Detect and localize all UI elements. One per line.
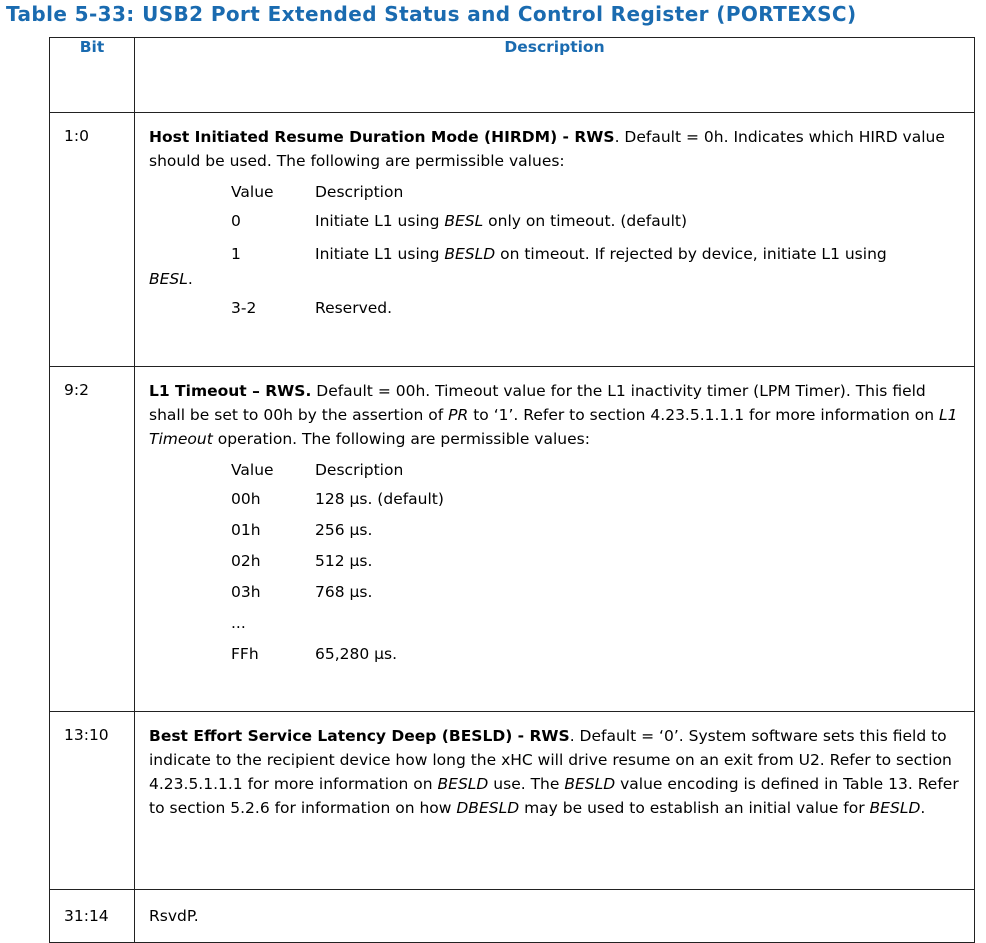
value-description: 512 µs. [315, 551, 373, 570]
table-header-row [50, 38, 975, 113]
field-description: Best Effort Service Latency Deep (BESLD) - RWS. Default = ‘0’. System software sets this field to indicate to the recipient device how long the xHC will drive resume on an exit from U2. Refer to section 4.23.5.1.1.1 for more information on BESLD use. The BESLD value encoding is defined in Table 13. Refer to section 5.2.6 for information on how DBESLD may be used to establish an initial value for BESLD. [149, 727, 959, 817]
value-row [149, 514, 962, 545]
field-description: L1 Timeout – RWS. Default = 00h. Timeout value for the L1 inactivity timer (LPM Timer). This field shall be set to 00h by the assertion of PR to ‘1’. Refer to section 4.23.5.1.1.1 for more information on L1 Timeout operation. The following are permissible values: [149, 382, 958, 448]
value-code: 02h [231, 551, 261, 570]
description-cell [135, 712, 975, 890]
value-code: 3-2 [231, 298, 257, 317]
field-name: Best Effort Service Latency Deep (BESLD) - RWS [149, 727, 570, 745]
value-description: Initiate L1 using BESL only on timeout. (default) [315, 211, 688, 230]
table-row [50, 113, 975, 367]
value-code: 0 [231, 211, 241, 230]
description-cell: RsvdP. [135, 890, 975, 943]
value-description: 65,280 µs. [315, 644, 398, 663]
table-row [50, 712, 975, 890]
value-description: 768 µs. [315, 582, 373, 601]
bit-cell: 31:14 [50, 890, 135, 943]
value-row [149, 292, 962, 323]
value-code: 01h [231, 520, 261, 539]
values-header-row [149, 179, 962, 205]
field-description: Host Initiated Resume Duration Mode (HIRDM) - RWS. Default = 0h. Indicates which HIRD value should be used. The following are permissible values: [149, 128, 945, 170]
value-row [149, 545, 962, 576]
bit-cell: 13:10 [50, 712, 135, 890]
value-code: 1 [231, 245, 241, 263]
value-column-header: Value [231, 183, 274, 201]
value-column-header: Value [231, 461, 274, 479]
bit-cell: 9:2 [50, 367, 135, 712]
value-code: 03h [231, 582, 261, 601]
value-row [149, 483, 962, 514]
value-description: 128 µs. (default) [315, 489, 444, 508]
values-table [149, 179, 962, 323]
value-row [149, 607, 962, 638]
table-title: Table 5-33: USB2 Port Extended Status and Control Register (PORTEXSC) [6, 2, 857, 26]
description-column-header: Description [315, 461, 404, 479]
values-table [149, 457, 962, 669]
value-description: Initiate L1 using BESLD on timeout. If rejected by device, initiate L1 using [315, 245, 887, 263]
value-description: Reserved. [315, 298, 393, 317]
table-row [50, 890, 975, 943]
value-row [149, 240, 962, 266]
value-row [149, 638, 962, 669]
header-bit: Bit [50, 38, 135, 113]
header-description: Description [135, 38, 975, 113]
value-description: 256 µs. [315, 520, 373, 539]
value-code: FFh [231, 644, 259, 663]
register-table [49, 37, 975, 943]
description-column-header: Description [315, 183, 404, 201]
value-description-continuation: BESL . [149, 270, 193, 288]
value-row [149, 205, 962, 236]
table-row [50, 367, 975, 712]
bit-cell: 1:0 [50, 113, 135, 367]
field-name: L1 Timeout – RWS. [149, 382, 312, 400]
values-header-row [149, 457, 962, 483]
description-cell [135, 113, 975, 367]
value-ellipsis: ... [231, 613, 246, 632]
value-row [149, 576, 962, 607]
description-cell [135, 367, 975, 712]
value-code: 00h [231, 489, 261, 508]
field-name: Host Initiated Resume Duration Mode (HIRDM) - RWS [149, 128, 615, 146]
